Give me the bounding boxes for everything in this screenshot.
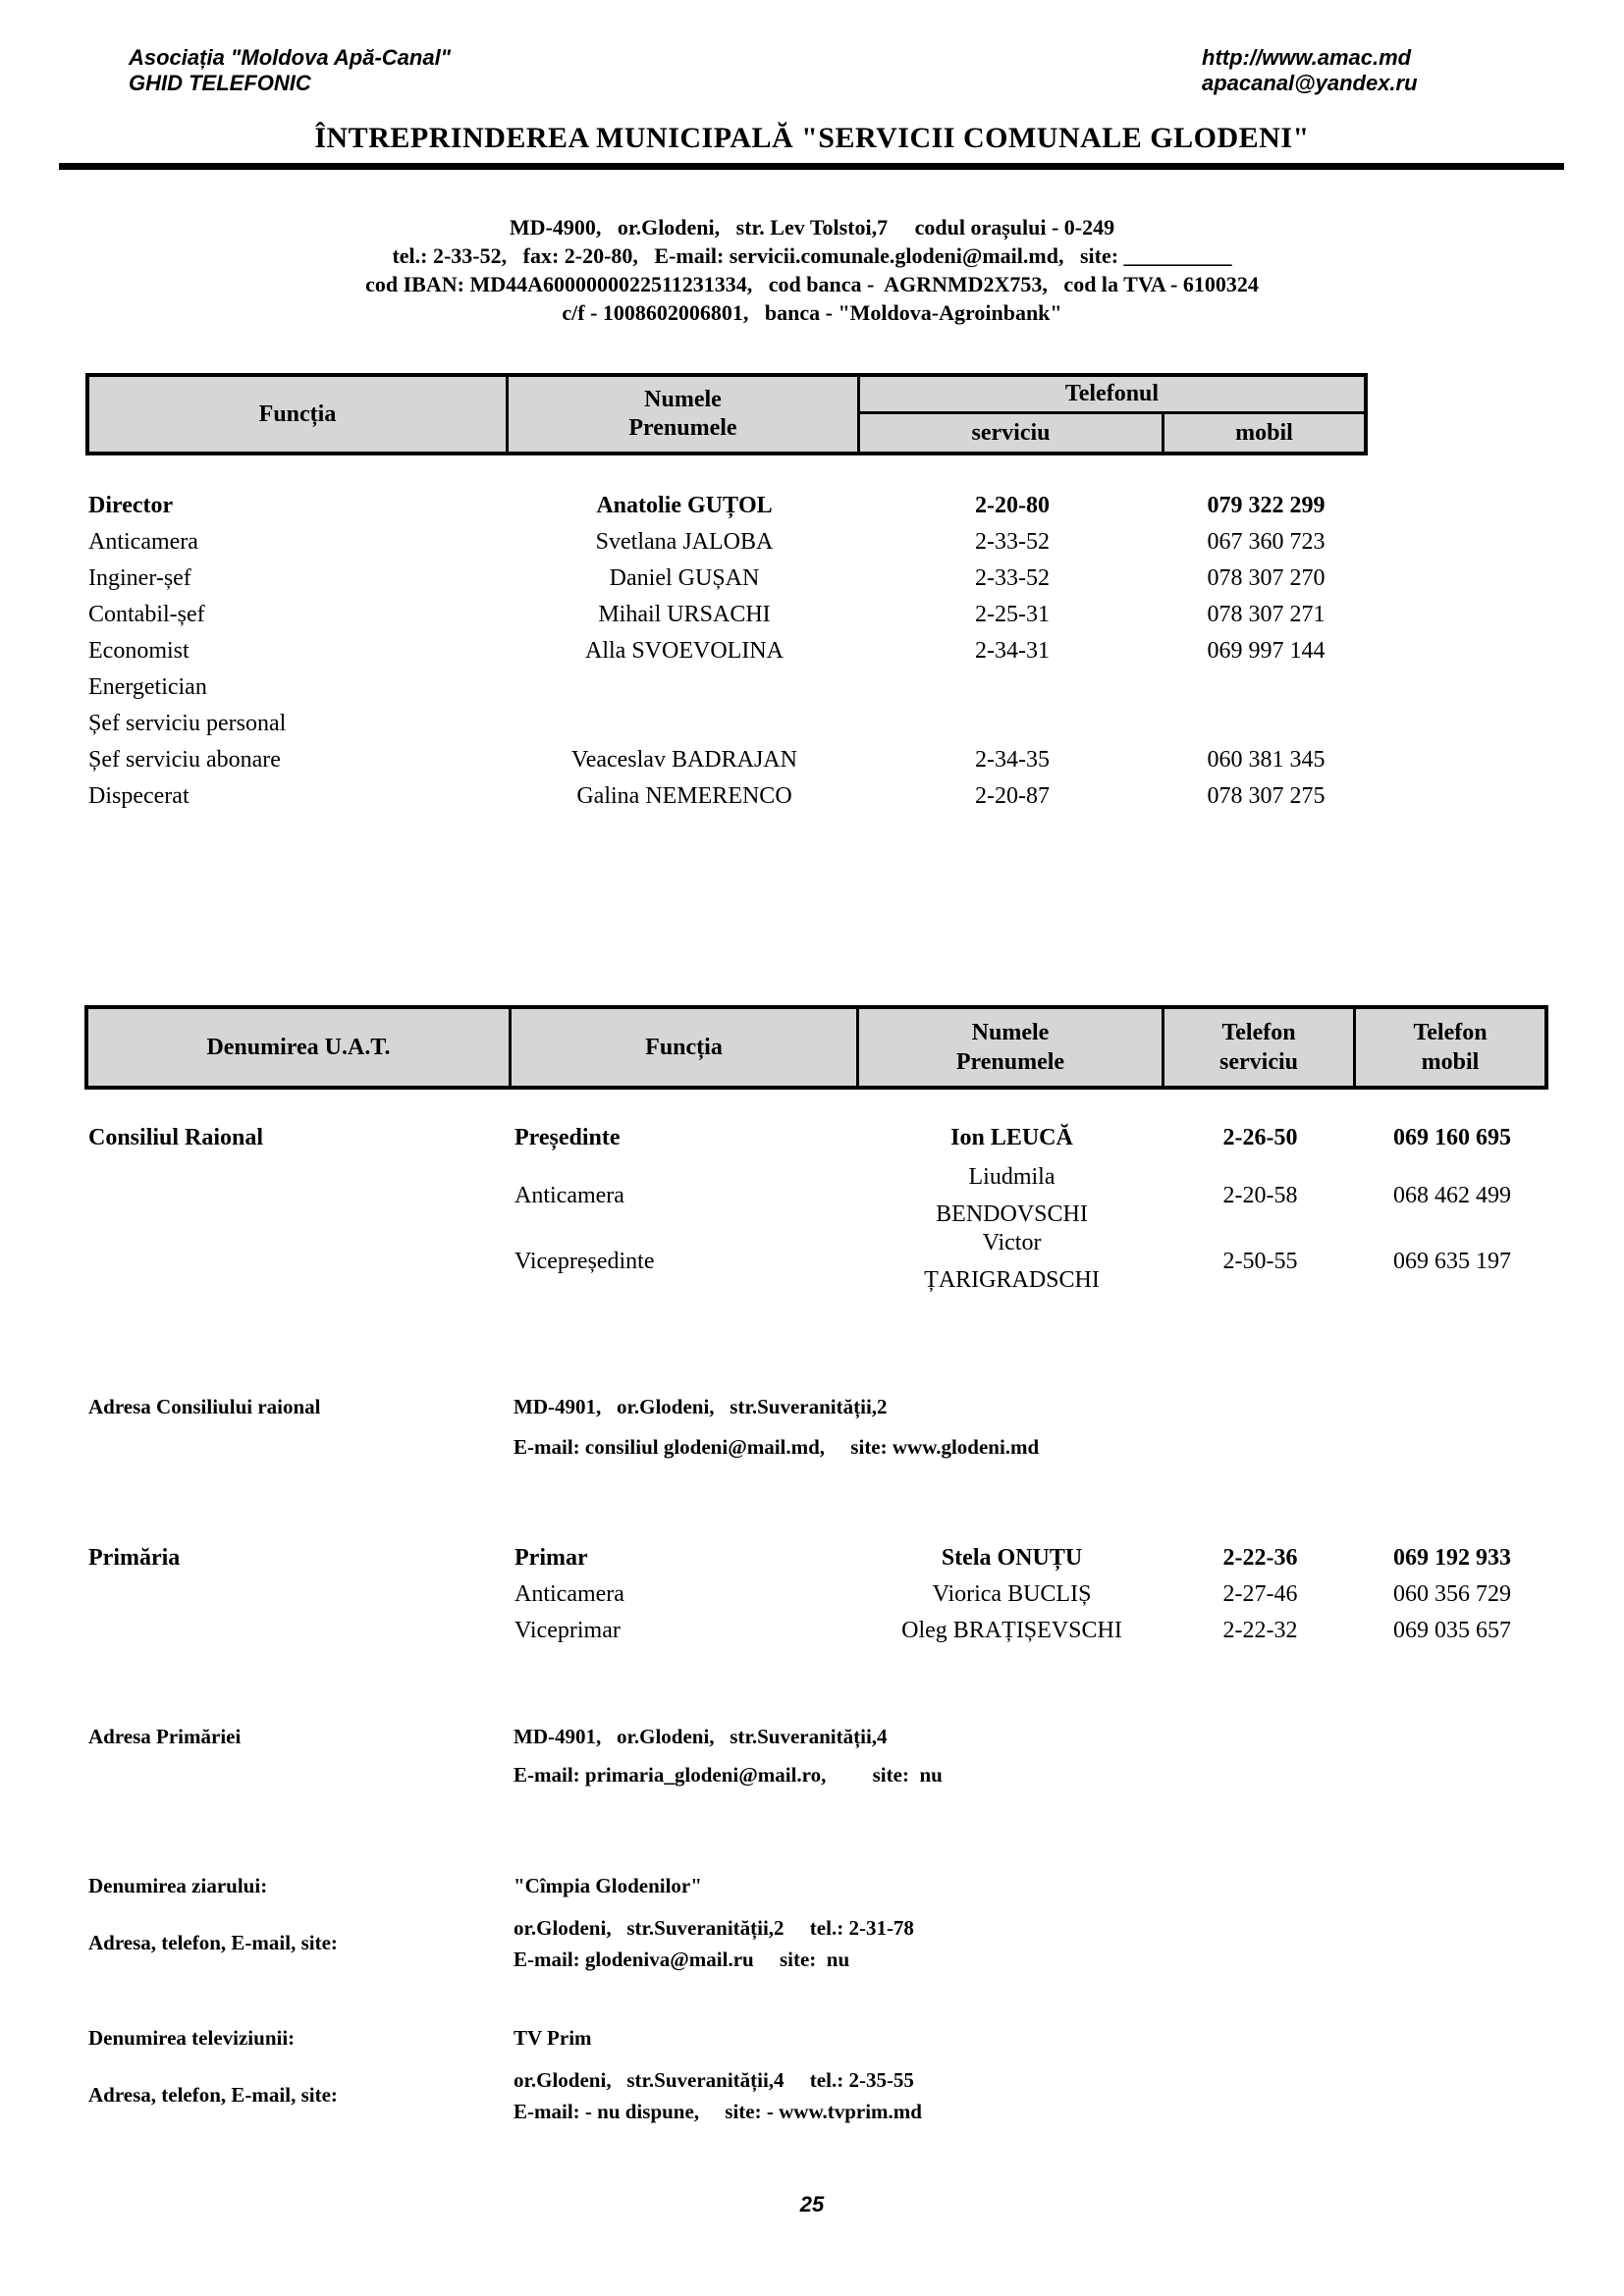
uat-name: Consiliul Raional [88,1124,264,1150]
staff-functia: Director [88,493,174,518]
staff-functia: Dispecerat [88,783,189,809]
staff-nume: Daniel GUȘAN [609,565,760,591]
header-cell-denumirea-uat: Denumirea U.A.T. [88,1009,512,1086]
page-title: ÎNTREPRINDEREA MUNICIPALĂ "SERVICII COMUNALE GLODENI" [314,122,1310,154]
council-address-label: Adresa Consiliului raional [88,1395,321,1418]
staff-nume: Svetlana JALOBA [595,529,774,555]
header-telefon: Telefon [1221,1020,1296,1045]
uat-row [84,1119,1548,1156]
staff-functia: Șef serviciu abonare [88,747,281,773]
uat-row [84,1224,1548,1299]
staff-row [85,706,1368,742]
television-contact-line1: or.Glodeni, str.Suveranității,4 tel.: 2-35-55 [514,2068,914,2092]
staff-table-header [85,373,1368,455]
staff-nume: Anatolie GUȚOL [596,493,773,518]
uat-tel-mobil: 060 356 729 [1393,1580,1511,1607]
newspaper-label: Denumirea ziarului: [88,1874,268,1897]
staff-tel-mobil: 078 307 271 [1207,602,1326,627]
uat-tel-serviciu: 2-27-46 [1222,1580,1298,1607]
staff-tel-serviciu: 2-20-87 [975,783,1050,809]
staff-nume: Veaceslav BADRAJAN [571,747,797,773]
townhall-address-line1: MD-4901, or.Glodeni, str.Suveranității,4 [514,1725,888,1748]
page-number: 25 [799,2192,825,2216]
uat-functia: Președinte [514,1124,621,1150]
header-website: http://www.amac.md [1202,45,1412,70]
uat-row [84,1158,1548,1233]
uat-tel-mobil: 069 160 695 [1393,1124,1511,1150]
header-cell-telefon-serviciu [1164,1009,1356,1086]
staff-tel-serviciu: 2-20-80 [975,493,1050,518]
staff-tel-serviciu: 2-33-52 [975,529,1050,555]
townhall-address-line2: E-mail: primaria_glodeni@mail.ro, site: nu [514,1763,943,1787]
newspaper-contact-line2: E-mail: glodeniva@mail.ru site: nu [514,1948,850,1971]
address-line-4: c/f - 1008602006801, banca - "Moldova-Agroinbank" [562,300,1062,325]
staff-functia: Anticamera [88,529,198,555]
staff-tel-mobil: 067 360 723 [1207,529,1326,555]
council-address-line2: E-mail: consiliul glodeni@mail.md, site: www.glodeni.md [514,1435,1040,1459]
television-label: Denumirea televiziunii: [88,2026,296,2050]
uat-nume-line: Liudmila [968,1164,1056,1190]
staff-tel-mobil: 078 307 275 [1207,783,1326,809]
association-name: Asociația "Moldova Apă-Canal" [129,45,452,70]
newspaper-name: "Cîmpia Glodenilor" [514,1874,702,1897]
uat-functia: Anticamera [514,1580,624,1607]
uat-nume [859,1158,1164,1233]
header-cell-serviciu: serviciu [860,414,1164,452]
townhall-address-label: Adresa Primăriei [88,1725,242,1748]
staff-functia: Economist [88,638,189,664]
television-contact-line2: E-mail: - nu dispune, site: - www.tvprim.md [514,2100,922,2123]
uat-nume-line: Victor [982,1230,1042,1255]
television-name: TV Prim [514,2026,592,2050]
uat-functia: Vicepreședinte [514,1248,655,1274]
uat-functia: Viceprimar [514,1617,621,1643]
header-cell-mobil: mobil [1235,419,1293,446]
staff-nume: Alla SVOEVOLINA [585,638,784,664]
newspaper-contact-line1: or.Glodeni, str.Suveranității,2 tel.: 2-31-78 [514,1916,914,1940]
header-cell-functia: Funcția [89,377,509,452]
uat-row [84,1575,1548,1613]
staff-row [85,561,1368,597]
uat-tel-mobil: 069 192 933 [1393,1544,1511,1571]
staff-tel-mobil: 060 381 345 [1207,747,1326,773]
television-contact-label: Adresa, telefon, E-mail, site: [88,2083,338,2107]
uat-row [84,1612,1548,1649]
staff-row [85,742,1368,778]
staff-tel-mobil: 078 307 270 [1207,565,1326,591]
address-line-3: cod IBAN: MD44A6000000022511231334, cod banca - AGRNMD2X753, cod la TVA - 6100324 [365,272,1259,296]
staff-tel-mobil: 069 997 144 [1207,638,1326,664]
staff-row [85,524,1368,561]
staff-nume: Mihail URSACHI [598,602,771,627]
uat-nume: Stela ONUȚU [941,1544,1083,1571]
header-numele: Numele [971,1020,1050,1045]
staff-tel-serviciu: 2-34-31 [975,638,1050,664]
uat-functia: Primar [514,1544,588,1571]
uat-nume [859,1224,1164,1299]
header-left [129,45,451,96]
uat-name: Primăria [88,1544,181,1571]
staff-tel-mobil: 079 322 299 [1207,493,1326,518]
guide-title: GHID TELEFONIC [129,71,311,95]
uat-nume: Oleg BRAȚIȘEVSCHI [901,1617,1122,1643]
uat-tel-serviciu: 2-22-32 [1222,1617,1298,1643]
uat-nume: Viorica BUCLIȘ [932,1580,1092,1607]
uat-tel-mobil: 068 462 499 [1393,1182,1511,1208]
title-rule [59,163,1564,170]
header-numele: Numele [644,387,722,412]
uat-tel-serviciu: 2-22-36 [1222,1544,1298,1571]
address-line-2: tel.: 2-33-52, fax: 2-20-80, E-mail: servicii.comunale.glodeni@mail.md, site: __________ [392,243,1232,268]
uat-tel-serviciu: 2-20-58 [1222,1182,1298,1208]
header-cell-functia: Funcția [512,1009,859,1086]
staff-functia: Șef serviciu personal [88,711,287,736]
staff-tel-serviciu: 2-33-52 [975,565,1050,591]
uat-tel-mobil: 069 635 197 [1393,1248,1511,1274]
staff-row [85,597,1368,633]
header-email: apacanal@yandex.ru [1202,71,1418,95]
header-prenumele: Prenumele [628,415,737,441]
uat-nume-line: ȚARIGRADSCHI [924,1267,1100,1293]
uat-table-header [84,1005,1548,1090]
staff-table-body [85,488,1368,815]
staff-functia: Contabil-șef [88,602,205,627]
staff-row [85,778,1368,815]
uat-nume: Ion LEUCĂ [950,1124,1073,1150]
header-cell-telefonul: Telefonul [860,377,1364,414]
address-line-1: MD-4900, or.Glodeni, str. Lev Tolstoi,7 codul orașului - 0-249 [509,215,1115,240]
header-cell-telefon-mobil [1356,1009,1544,1086]
uat-nume-line: BENDOVSCHI [936,1201,1088,1227]
staff-row [85,669,1368,706]
staff-row [85,633,1368,669]
uat-functia: Anticamera [514,1182,624,1208]
staff-tel-serviciu: 2-34-35 [975,747,1050,773]
newspaper-contact-label: Adresa, telefon, E-mail, site: [88,1931,338,1954]
uat-tel-serviciu: 2-26-50 [1222,1124,1298,1150]
staff-tel-serviciu: 2-25-31 [975,602,1050,627]
staff-functia: Energetician [88,674,207,700]
header-cell-numele-prenumele [859,1009,1164,1086]
header-telefon: Telefon [1413,1020,1488,1045]
header-right [1202,45,1418,96]
uat-row [84,1539,1548,1576]
address-block [0,213,1624,327]
header-cell-numele-prenumele [509,377,860,452]
uat-tel-mobil: 069 035 657 [1393,1617,1511,1643]
header-serviciu: serviciu [1219,1049,1298,1075]
staff-functia: Inginer-șef [88,565,191,591]
staff-nume: Galina NEMERENCO [576,783,792,809]
header-prenumele: Prenumele [955,1049,1065,1075]
uat-tel-serviciu: 2-50-55 [1222,1248,1298,1274]
council-address-line1: MD-4901, or.Glodeni, str.Suveranității,2 [514,1395,888,1418]
header-mobil: mobil [1421,1049,1480,1075]
staff-row [85,488,1368,524]
